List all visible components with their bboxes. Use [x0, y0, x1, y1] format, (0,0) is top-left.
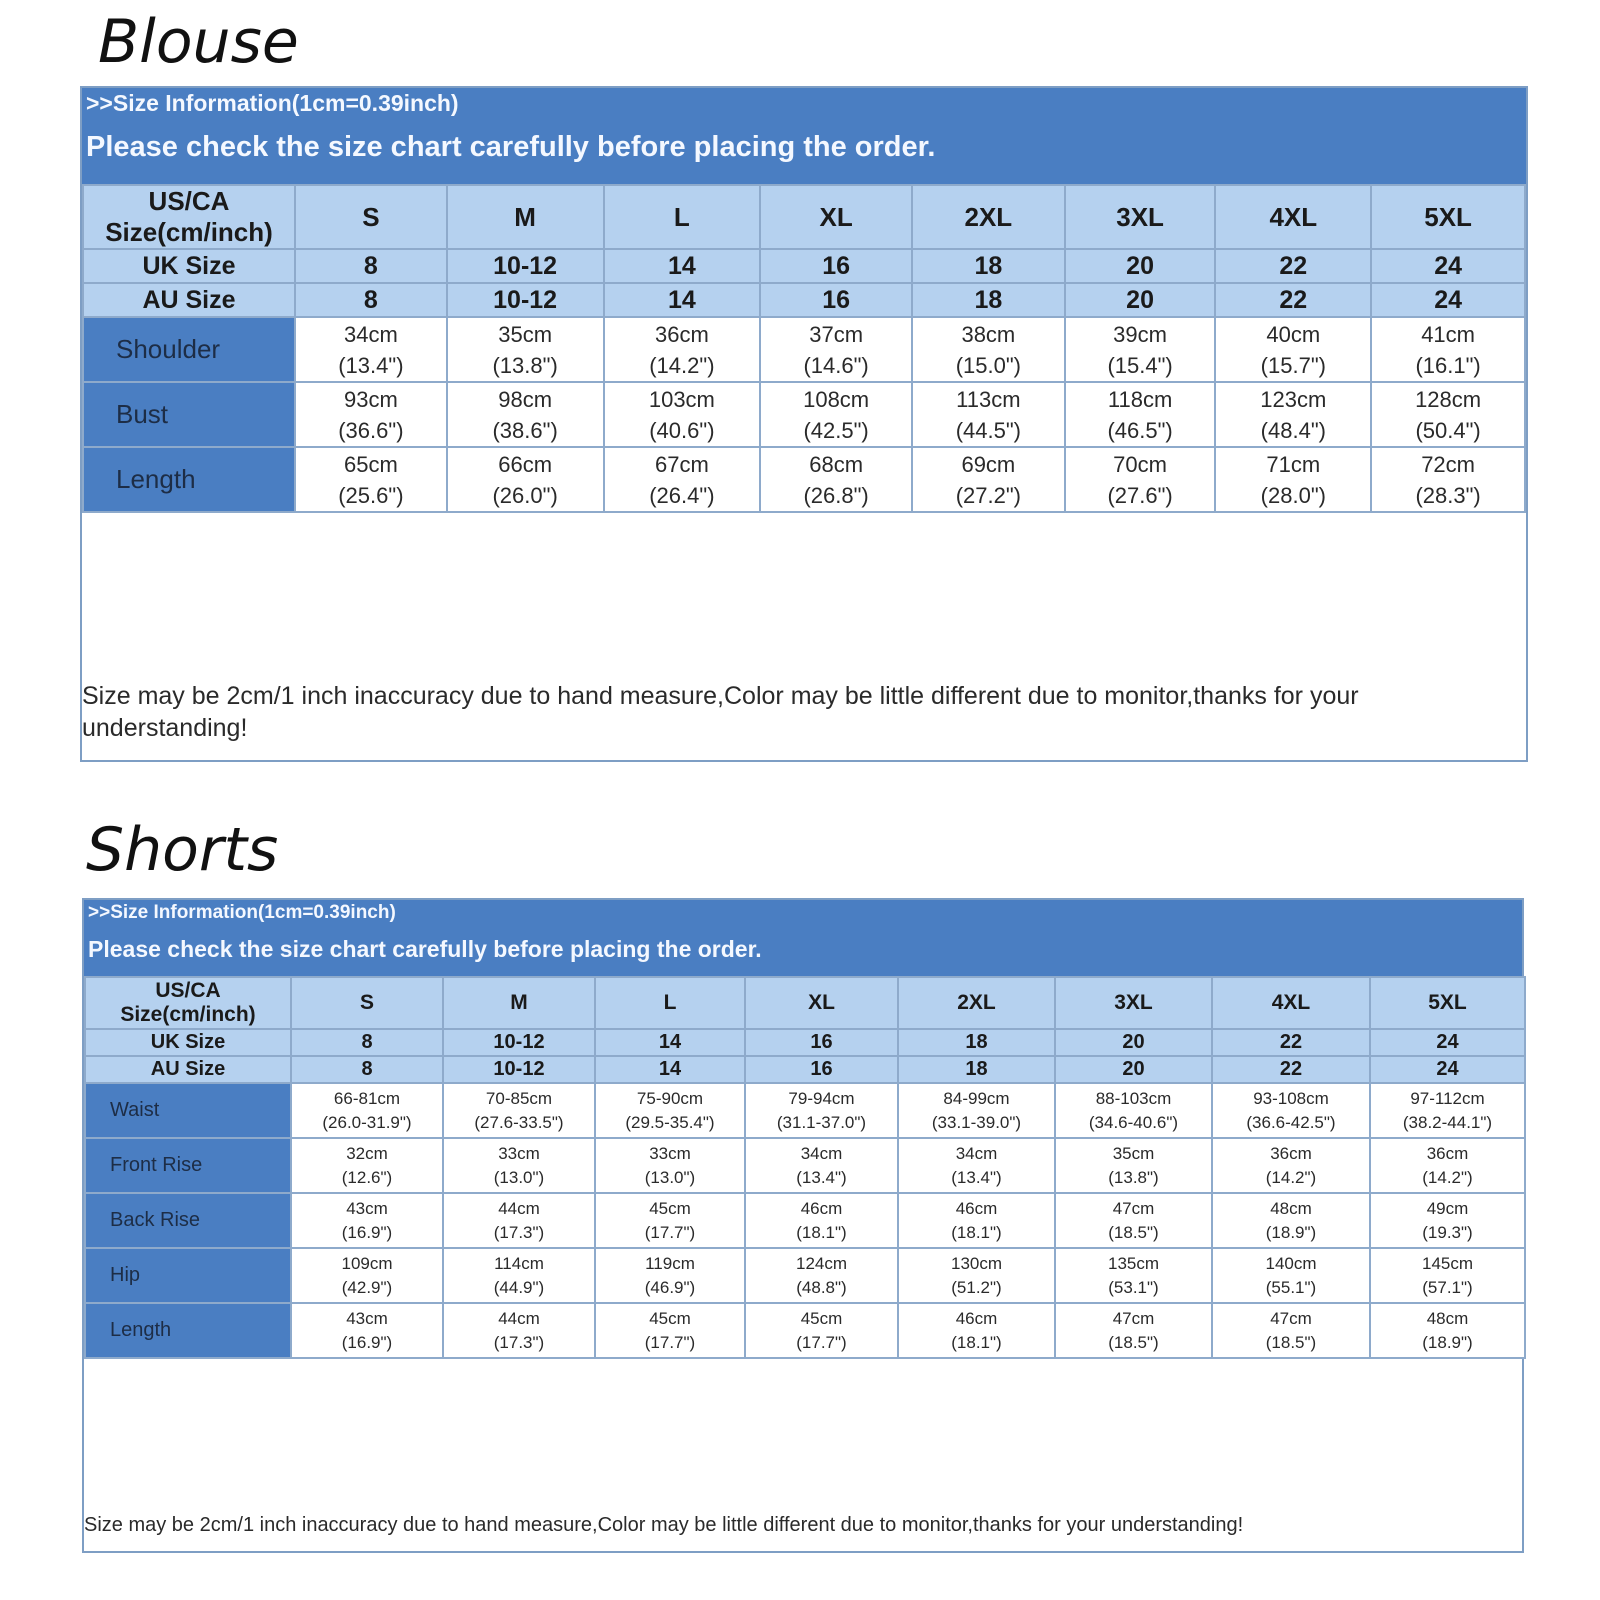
- cm-value: 88-103cm: [1095, 1088, 1172, 1108]
- cm-value: 48cm: [1426, 1308, 1469, 1328]
- size-4xl: 4XL: [1212, 977, 1370, 1029]
- au-size-row: [85, 1056, 1525, 1083]
- cm-value: 135cm: [1107, 1253, 1160, 1273]
- cm-value: 44cm: [498, 1198, 540, 1218]
- blouse-title: Blouse: [98, 7, 299, 77]
- inch-value: (25.6"): [338, 482, 404, 508]
- length-value: [1212, 1303, 1370, 1358]
- uk-size-value: 24: [1370, 1029, 1525, 1056]
- cm-value: 79-94cm: [788, 1088, 855, 1108]
- bust-value: [1065, 382, 1216, 447]
- cm-value: 46cm: [955, 1198, 998, 1218]
- inch-value: (13.4"): [796, 1167, 847, 1187]
- cm-value: 66-81cm: [333, 1088, 401, 1108]
- au-size-value: 16: [760, 283, 912, 317]
- us-ca-size-label: US/CA Size(cm/inch): [85, 977, 291, 1029]
- cm-value: 140cm: [1265, 1253, 1317, 1273]
- cm-value: 41cm: [1421, 321, 1475, 347]
- waist-value: [898, 1083, 1055, 1138]
- inch-value: (36.6"): [338, 417, 404, 443]
- length-value: [1371, 447, 1525, 512]
- inch-value: (15.4"): [1107, 352, 1173, 378]
- uk-size-value: 16: [760, 249, 912, 283]
- uk-size-value: 10-12: [447, 249, 604, 283]
- inch-value: (38.6"): [492, 417, 558, 443]
- bust-value: [447, 382, 604, 447]
- length-value: [1215, 447, 1371, 512]
- au-size-value: 20: [1055, 1056, 1212, 1083]
- au-size-value: 10-12: [443, 1056, 595, 1083]
- size-2xl: 2XL: [898, 977, 1055, 1029]
- inch-value: (51.2"): [951, 1277, 1002, 1297]
- inch-value: (44.9"): [493, 1277, 545, 1297]
- cm-value: 70cm: [1113, 451, 1167, 477]
- size-info-banner: [82, 88, 1526, 184]
- inch-value: (42.9"): [341, 1277, 393, 1297]
- cm-value: 145cm: [1421, 1253, 1474, 1273]
- cm-value: 34cm: [800, 1143, 843, 1163]
- au-size-label: AU Size: [85, 1056, 291, 1083]
- hip-value: [745, 1248, 898, 1303]
- inch-value: (36.6-42.5"): [1246, 1112, 1336, 1132]
- cm-value: 36cm: [1426, 1143, 1469, 1163]
- inch-value: (53.1"): [1108, 1277, 1159, 1297]
- cm-value: 36cm: [654, 321, 709, 347]
- inch-value: (16.9"): [341, 1332, 393, 1352]
- front-rise-row: [85, 1138, 1525, 1193]
- waist-value: [291, 1083, 443, 1138]
- back-rise-value: [595, 1193, 745, 1248]
- uk-size-value: 24: [1371, 249, 1525, 283]
- size-info-heading: >>Size Information(1cm=0.39inch): [86, 90, 459, 116]
- hip-value: [1055, 1248, 1212, 1303]
- uk-size-value: 20: [1055, 1029, 1212, 1056]
- size-xl: XL: [745, 977, 898, 1029]
- size-3xl: 3XL: [1065, 185, 1216, 249]
- cm-value: 66cm: [498, 451, 553, 477]
- blouse-size-table: [82, 184, 1526, 513]
- size-header-row: [83, 185, 1525, 249]
- size-3xl: 3XL: [1055, 977, 1212, 1029]
- au-size-value: 14: [595, 1056, 745, 1083]
- cm-value: 69cm: [961, 451, 1016, 477]
- inch-value: (40.6"): [649, 417, 715, 443]
- shoulder-row: [83, 317, 1525, 382]
- length-value: [595, 1303, 745, 1358]
- waist-value: [745, 1083, 898, 1138]
- length-value: [443, 1303, 595, 1358]
- inch-value: (26.4"): [649, 482, 715, 508]
- uk-size-row: [85, 1029, 1525, 1056]
- cm-value: 34cm: [955, 1143, 998, 1163]
- size-s: S: [295, 185, 447, 249]
- au-size-value: 14: [604, 283, 761, 317]
- bust-value: [1371, 382, 1525, 447]
- size-l: L: [595, 977, 745, 1029]
- au-size-label: AU Size: [83, 283, 295, 317]
- uk-size-value: 14: [595, 1029, 745, 1056]
- cm-value: 45cm: [800, 1308, 843, 1328]
- length-label: Length: [85, 1303, 291, 1358]
- inch-value: (13.0"): [493, 1167, 545, 1187]
- inch-value: (48.4"): [1260, 417, 1326, 443]
- uk-size-value: 16: [745, 1029, 898, 1056]
- front-rise-value: [1370, 1138, 1525, 1193]
- uk-size-value: 8: [291, 1029, 443, 1056]
- cm-value: 70-85cm: [485, 1088, 553, 1108]
- au-size-value: 8: [291, 1056, 443, 1083]
- size-accuracy-note: Size may be 2cm/1 inch inaccuracy due to hand measure,Color may be little different due to monitor,thanks for your understanding!: [84, 1514, 1244, 1536]
- size-info-banner: [84, 900, 1522, 976]
- cm-value: 35cm: [1112, 1143, 1155, 1163]
- inch-value: (17.3"): [493, 1222, 545, 1242]
- size-xl: XL: [760, 185, 912, 249]
- back-rise-value: [1055, 1193, 1212, 1248]
- waist-label: Waist: [85, 1083, 291, 1138]
- inch-value: (27.6-33.5"): [474, 1112, 564, 1132]
- front-rise-label: Front Rise: [85, 1138, 291, 1193]
- inch-value: (13.4"): [338, 352, 404, 378]
- au-size-value: 8: [295, 283, 447, 317]
- uk-size-value: 22: [1212, 1029, 1370, 1056]
- uk-size-row: [83, 249, 1525, 283]
- size-info-heading: >>Size Information(1cm=0.39inch): [88, 902, 396, 923]
- cm-value: 43cm: [346, 1198, 388, 1218]
- inch-value: (17.3"): [493, 1332, 545, 1352]
- back-rise-value: [745, 1193, 898, 1248]
- length-value: [604, 447, 761, 512]
- inch-value: (18.9"): [1422, 1332, 1473, 1352]
- length-value: [898, 1303, 1055, 1358]
- inch-value: (18.1"): [796, 1222, 847, 1242]
- uk-size-value: 10-12: [443, 1029, 595, 1056]
- size-s: S: [291, 977, 443, 1029]
- waist-value: [595, 1083, 745, 1138]
- length-row: [85, 1303, 1525, 1358]
- cm-value: 39cm: [1113, 321, 1167, 347]
- cm-value: 34cm: [343, 321, 398, 347]
- shorts-size-chart: [82, 898, 1524, 1553]
- hip-value: [443, 1248, 595, 1303]
- cm-value: 40cm: [1266, 321, 1321, 347]
- cm-value: 33cm: [649, 1143, 691, 1163]
- size-5xl: 5XL: [1371, 185, 1525, 249]
- us-ca-size-label: US/CA Size(cm/inch): [83, 185, 295, 249]
- shoulder-label: Shoulder: [83, 317, 295, 382]
- cm-value: 108cm: [803, 386, 870, 412]
- cm-value: 118cm: [1107, 386, 1173, 412]
- cm-value: 68cm: [809, 451, 864, 477]
- inch-value: (26.0"): [492, 482, 558, 508]
- shoulder-value: [1371, 317, 1525, 382]
- size-m: M: [447, 185, 604, 249]
- waist-value: [443, 1083, 595, 1138]
- size-accuracy-note: Size may be 2cm/1 inch inaccuracy due to hand measure,Color may be little different due to monitor,thanks for your understanding!: [82, 682, 1359, 742]
- inch-value: (16.1"): [1415, 352, 1481, 378]
- shoulder-value: [1065, 317, 1216, 382]
- shoulder-value: [1215, 317, 1371, 382]
- cm-value: 75-90cm: [636, 1088, 704, 1108]
- inch-value: (14.6"): [803, 352, 869, 378]
- hip-value: [1370, 1248, 1525, 1303]
- inch-value: (50.4"): [1415, 417, 1481, 443]
- blouse-size-chart: [80, 86, 1528, 762]
- inch-value: (28.3"): [1415, 482, 1481, 508]
- au-size-value: 10-12: [447, 283, 604, 317]
- cm-value: 113cm: [956, 386, 1021, 412]
- waist-row: [85, 1083, 1525, 1138]
- bust-row: [83, 382, 1525, 447]
- inch-value: (13.0"): [644, 1167, 696, 1187]
- inch-value: (17.7"): [644, 1222, 696, 1242]
- inch-value: (18.5"): [1108, 1222, 1159, 1242]
- au-size-value: 22: [1212, 1056, 1370, 1083]
- inch-value: (17.7"): [796, 1332, 847, 1352]
- inch-value: (26.0-31.9"): [322, 1112, 412, 1132]
- inch-value: (17.7"): [644, 1332, 696, 1352]
- inch-value: (14.2"): [649, 352, 715, 378]
- length-value: [447, 447, 604, 512]
- inch-value: (12.6"): [341, 1167, 393, 1187]
- length-value: [291, 1303, 443, 1358]
- back-rise-value: [898, 1193, 1055, 1248]
- cm-value: 130cm: [950, 1253, 1003, 1273]
- inch-value: (44.5"): [955, 417, 1021, 443]
- inch-value: (33.1-39.0"): [931, 1112, 1022, 1132]
- cm-value: 103cm: [648, 386, 715, 412]
- bust-label: Bust: [83, 382, 295, 447]
- cm-value: 119cm: [645, 1253, 695, 1273]
- cm-value: 109cm: [341, 1253, 393, 1273]
- inch-value: (15.0"): [955, 352, 1021, 378]
- front-rise-value: [898, 1138, 1055, 1193]
- au-size-value: 18: [912, 283, 1065, 317]
- inch-value: (18.5"): [1108, 1332, 1159, 1352]
- cm-value: 93cm: [343, 386, 398, 412]
- hip-label: Hip: [85, 1248, 291, 1303]
- shoulder-value: [447, 317, 604, 382]
- inch-value: (18.1"): [951, 1222, 1002, 1242]
- inch-value: (48.8"): [796, 1277, 847, 1297]
- au-size-value: 24: [1370, 1056, 1525, 1083]
- inch-value: (31.1-37.0"): [776, 1112, 867, 1132]
- inch-value: (14.2"): [1265, 1167, 1317, 1187]
- front-rise-value: [443, 1138, 595, 1193]
- inch-value: (34.6-40.6"): [1088, 1112, 1179, 1132]
- uk-size-value: 18: [912, 249, 1065, 283]
- inch-value: (19.3"): [1422, 1222, 1473, 1242]
- uk-size-label: UK Size: [85, 1029, 291, 1056]
- inch-value: (16.9"): [341, 1222, 393, 1242]
- cm-value: 123cm: [1260, 386, 1327, 412]
- inch-value: (57.1"): [1422, 1277, 1473, 1297]
- length-value: [1055, 1303, 1212, 1358]
- length-value: [295, 447, 447, 512]
- front-rise-value: [745, 1138, 898, 1193]
- au-size-value: 16: [745, 1056, 898, 1083]
- length-value: [1370, 1303, 1525, 1358]
- size-5xl: 5XL: [1370, 977, 1525, 1029]
- inch-value: (55.1"): [1265, 1277, 1317, 1297]
- waist-value: [1212, 1083, 1370, 1138]
- size-2xl: 2XL: [912, 185, 1065, 249]
- length-value: [745, 1303, 898, 1358]
- check-chart-notice: Please check the size chart carefully before placing the order.: [86, 131, 936, 163]
- au-size-value: 22: [1215, 283, 1371, 317]
- inch-value: (38.2-44.1"): [1402, 1112, 1493, 1132]
- shoulder-value: [912, 317, 1065, 382]
- inch-value: (46.9"): [644, 1277, 696, 1297]
- inch-value: (28.0"): [1260, 482, 1326, 508]
- cm-value: 45cm: [649, 1308, 691, 1328]
- cm-value: 48cm: [1270, 1198, 1312, 1218]
- cm-value: 46cm: [955, 1308, 998, 1328]
- uk-size-value: 18: [898, 1029, 1055, 1056]
- inch-value: (42.5"): [803, 417, 869, 443]
- size-m: M: [443, 977, 595, 1029]
- bust-value: [1215, 382, 1371, 447]
- cm-value: 98cm: [498, 386, 553, 412]
- waist-value: [1055, 1083, 1212, 1138]
- back-rise-value: [1212, 1193, 1370, 1248]
- shorts-size-table: [84, 976, 1526, 1359]
- cm-value: 47cm: [1112, 1308, 1155, 1328]
- cm-value: 67cm: [654, 451, 709, 477]
- length-row: [83, 447, 1525, 512]
- waist-value: [1370, 1083, 1525, 1138]
- back-rise-value: [443, 1193, 595, 1248]
- length-value: [912, 447, 1065, 512]
- cm-value: 128cm: [1415, 386, 1482, 412]
- cm-value: 38cm: [961, 321, 1016, 347]
- shoulder-value: [760, 317, 912, 382]
- cm-value: 45cm: [649, 1198, 691, 1218]
- uk-size-value: 20: [1065, 249, 1216, 283]
- front-rise-value: [291, 1138, 443, 1193]
- cm-value: 84-99cm: [943, 1088, 1010, 1108]
- inch-value: (13.8"): [492, 352, 558, 378]
- back-rise-value: [291, 1193, 443, 1248]
- inch-value: (13.4"): [951, 1167, 1002, 1187]
- shoulder-value: [295, 317, 447, 382]
- bust-value: [912, 382, 1065, 447]
- check-chart-notice: Please check the size chart carefully before placing the order.: [88, 936, 762, 962]
- hip-row: [85, 1248, 1525, 1303]
- uk-size-value: 8: [295, 249, 447, 283]
- cm-value: 47cm: [1270, 1308, 1312, 1328]
- cm-value: 46cm: [800, 1198, 843, 1218]
- uk-size-label: UK Size: [83, 249, 295, 283]
- uk-size-value: 22: [1215, 249, 1371, 283]
- back-rise-label: Back Rise: [85, 1193, 291, 1248]
- length-value: [1065, 447, 1216, 512]
- size-4xl: 4XL: [1215, 185, 1371, 249]
- inch-value: (18.1"): [951, 1332, 1002, 1352]
- inch-value: (18.5"): [1265, 1332, 1317, 1352]
- back-rise-value: [1370, 1193, 1525, 1248]
- size-header-row: [85, 977, 1525, 1029]
- uk-size-value: 14: [604, 249, 761, 283]
- back-rise-row: [85, 1193, 1525, 1248]
- length-label: Length: [83, 447, 295, 512]
- front-rise-value: [1055, 1138, 1212, 1193]
- cm-value: 37cm: [809, 321, 864, 347]
- au-size-value: 20: [1065, 283, 1216, 317]
- cm-value: 93-108cm: [1253, 1088, 1329, 1108]
- inch-value: (15.7"): [1260, 352, 1326, 378]
- inch-value: (14.2"): [1422, 1167, 1473, 1187]
- cm-value: 71cm: [1266, 451, 1321, 477]
- cm-value: 49cm: [1426, 1198, 1469, 1218]
- bust-value: [295, 382, 447, 447]
- inch-value: (13.8"): [1108, 1167, 1159, 1187]
- inch-value: (26.8"): [803, 482, 869, 508]
- cm-value: 44cm: [498, 1308, 540, 1328]
- inch-value: (46.5"): [1107, 417, 1173, 443]
- length-value: [760, 447, 912, 512]
- shorts-title: Shorts: [86, 815, 279, 885]
- bust-value: [760, 382, 912, 447]
- au-size-value: 24: [1371, 283, 1525, 317]
- cm-value: 72cm: [1421, 451, 1475, 477]
- inch-value: (29.5-35.4"): [625, 1112, 715, 1132]
- shoulder-value: [604, 317, 761, 382]
- cm-value: 97-112cm: [1410, 1088, 1485, 1108]
- cm-value: 36cm: [1270, 1143, 1312, 1163]
- cm-value: 65cm: [343, 451, 398, 477]
- cm-value: 35cm: [498, 321, 553, 347]
- cm-value: 124cm: [795, 1253, 848, 1273]
- hip-value: [291, 1248, 443, 1303]
- hip-value: [1212, 1248, 1370, 1303]
- inch-value: (18.9"): [1265, 1222, 1317, 1242]
- hip-value: [898, 1248, 1055, 1303]
- au-size-row: [83, 283, 1525, 317]
- hip-value: [595, 1248, 745, 1303]
- au-size-value: 18: [898, 1056, 1055, 1083]
- front-rise-value: [595, 1138, 745, 1193]
- front-rise-value: [1212, 1138, 1370, 1193]
- cm-value: 43cm: [346, 1308, 388, 1328]
- cm-value: 32cm: [346, 1143, 388, 1163]
- inch-value: (27.6"): [1107, 482, 1173, 508]
- size-l: L: [604, 185, 761, 249]
- cm-value: 47cm: [1112, 1198, 1155, 1218]
- bust-value: [604, 382, 761, 447]
- cm-value: 33cm: [498, 1143, 540, 1163]
- cm-value: 114cm: [494, 1253, 544, 1273]
- inch-value: (27.2"): [955, 482, 1021, 508]
